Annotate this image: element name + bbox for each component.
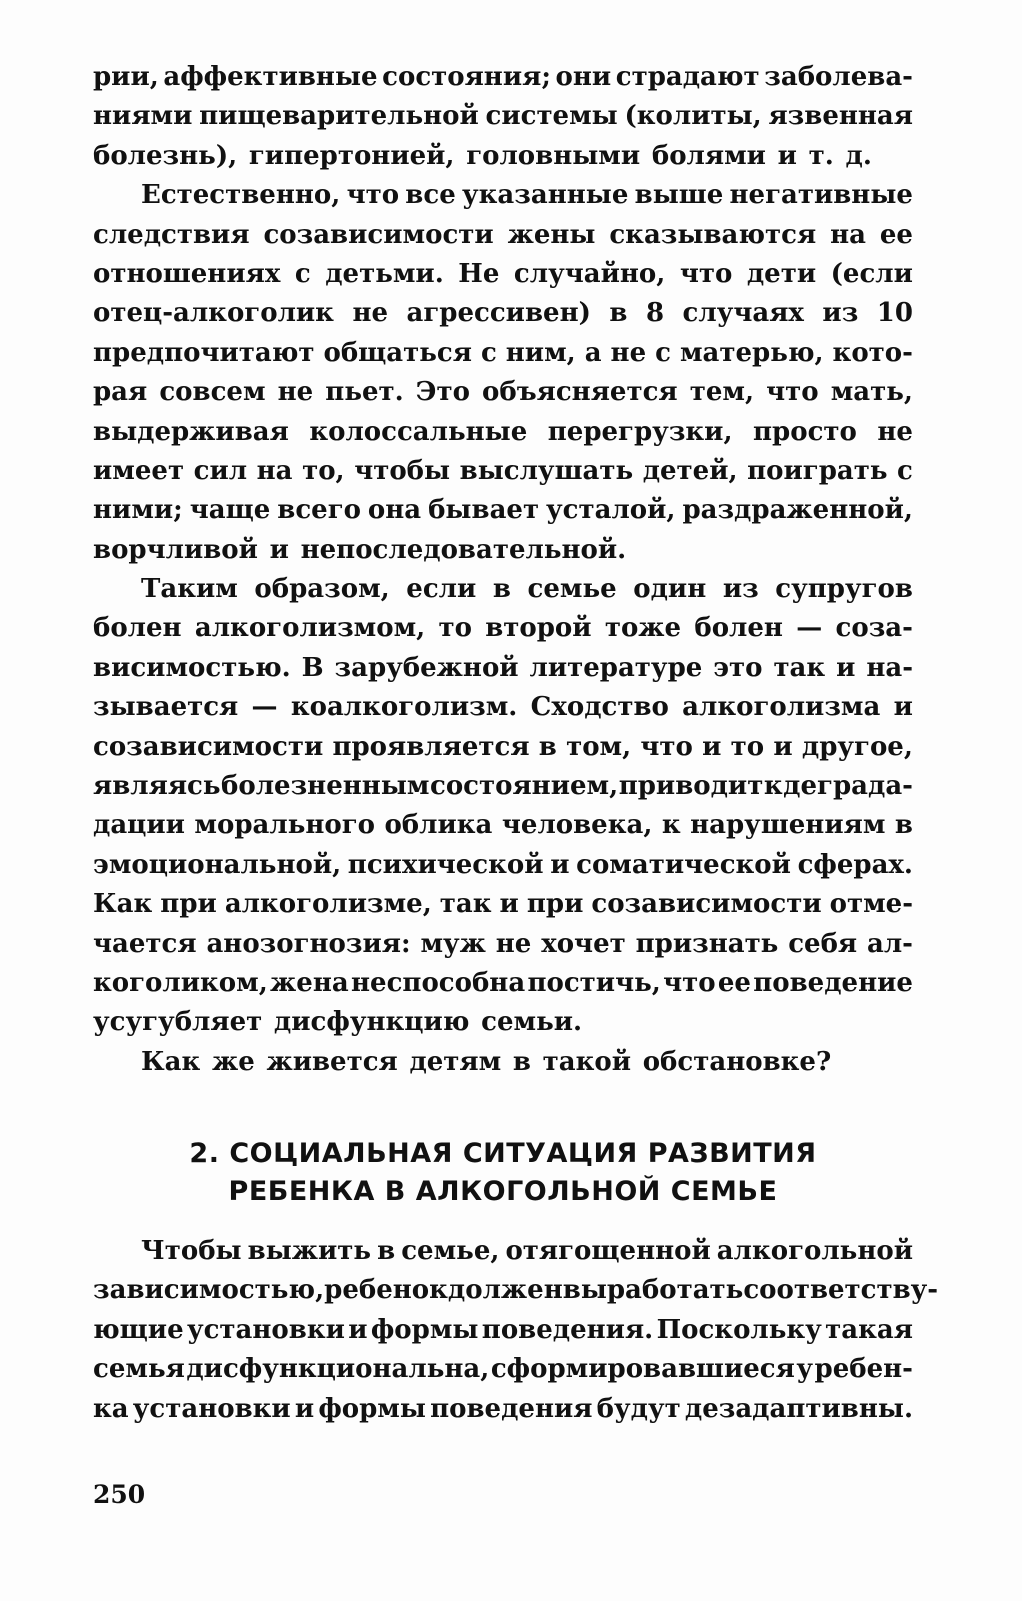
text-line: чается анозогнозия: муж не хочет признать себя ал- <box>93 928 913 959</box>
text-line: зывается — коалкоголизм. Сходство алкоголизма и <box>93 692 913 723</box>
text-line: рии, аффективные состояния; они страдают заболева- <box>93 62 913 92</box>
section-heading-line-1: 2. СОЦИАЛЬНАЯ СИТУАЦИЯ РАЗВИТИЯ <box>189 1138 817 1169</box>
body-text-block-1 <box>93 58 913 1082</box>
text-line: Чтобы выжить в семье, отягощенной алкогольной <box>141 1236 913 1266</box>
text-line: зависимостью, ребенок должен выработать соответству- <box>93 1275 939 1306</box>
text-line: эмоциональной, психической и соматической сферах. <box>93 849 913 880</box>
text-line: предпочитают общаться с ним, а не с матерью, кото- <box>93 337 913 368</box>
text-line: Таким образом, если в семье один из супругов <box>141 574 913 605</box>
text-line: усугубляет дисфункцию семьи. <box>93 1007 583 1038</box>
page-number: 250 <box>93 1480 146 1509</box>
text-line: отец-алкоголик не агрессивен) в 8 случаях из 10 <box>93 298 913 329</box>
text-line: семья дисфункциональна, сформировавшиеся у ребен- <box>93 1354 913 1385</box>
text-line: болезнь), гипертонией, головными болями и т. д. <box>93 140 872 171</box>
text-line: ними; чаще всего она бывает усталой, раздраженной, <box>93 495 913 526</box>
text-line: ворчливой и непоследовательной. <box>93 534 627 565</box>
text-line: отношениях с детьми. Не случайно, что дети (если <box>93 258 913 289</box>
text-line: коголиком, жена неспособна постичь, что ее поведение <box>93 967 913 998</box>
text-line: болен алкоголизмом, то второй тоже болен — соза- <box>93 613 913 644</box>
text-line: дации морального облика человека, к нарушениям в <box>93 810 913 841</box>
section-heading-line-2: РЕБЕНКА В АЛКОГОЛЬНОЙ СЕМЬЕ <box>228 1176 778 1207</box>
text-line: ка установки и формы поведения будут дезадаптивны. <box>93 1393 913 1424</box>
text-line: созависимости проявляется в том, что и то и другое, <box>93 731 913 762</box>
section-heading <box>93 1135 913 1211</box>
text-line: выдерживая колоссальные перегрузки, просто не <box>93 416 913 447</box>
text-line: Как же живется детям в такой обстановке? <box>141 1046 832 1077</box>
text-line: следствия созависимости жены сказываются на ее <box>93 219 913 250</box>
text-line: висимостью. В зарубежной литературе это так и на- <box>93 652 913 683</box>
text-line: имеет сил на то, чтобы выслушать детей, поиграть с <box>93 455 913 486</box>
text-line: являясь болезненным состоянием, приводит к деграда- <box>93 771 913 802</box>
text-line: рая совсем не пьет. Это объясняется тем, что мать, <box>93 377 913 408</box>
text-line: Естественно, что все указанные выше негативные <box>141 180 913 211</box>
text-line: Как при алкоголизме, так и при созависимости отме- <box>93 889 913 920</box>
text-line: ниями пищеварительной системы (колиты, язвенная <box>93 101 913 132</box>
text-line: ющие установки и формы поведения. Поскольку такая <box>93 1314 913 1345</box>
body-text-block-2 <box>93 1232 939 1429</box>
